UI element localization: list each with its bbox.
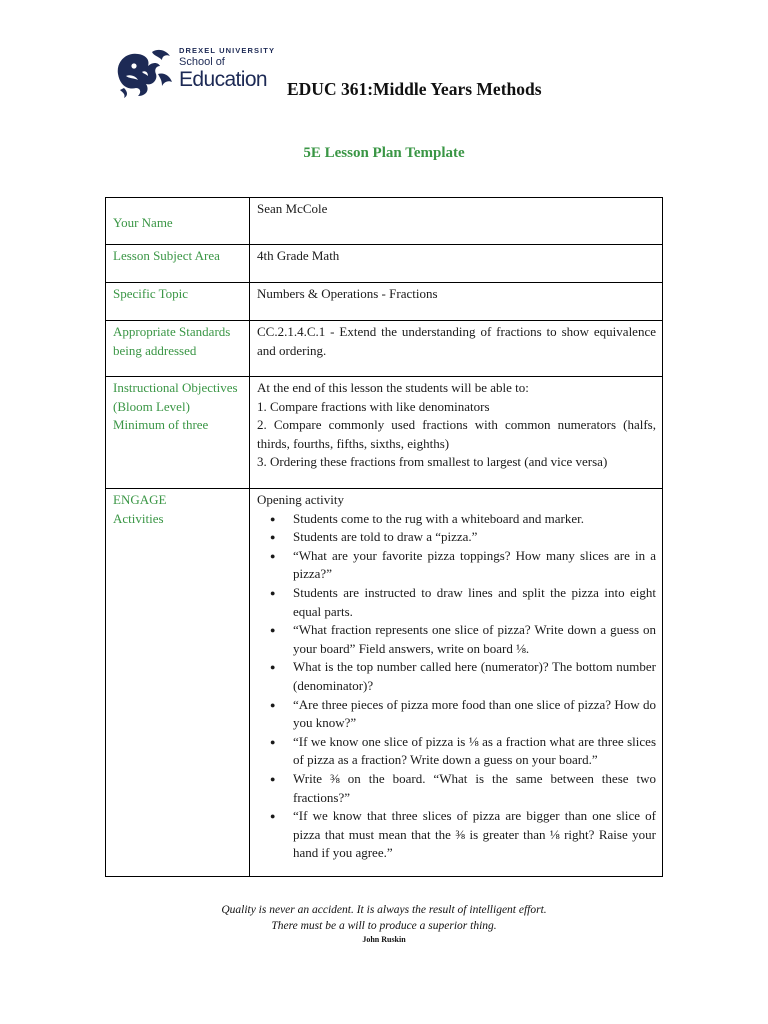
row-specific-topic: [106, 283, 663, 321]
row-subject-area: [106, 245, 663, 283]
engage-bullet: ● Students are instructed to draw lines and split the pizza into eight equal parts.: [293, 584, 656, 621]
lesson-plan-table: [105, 197, 663, 877]
logo-school-text: School of: [179, 56, 225, 68]
objective-item: 3. Ordering these fractions from smallest to largest (and vice versa): [257, 454, 608, 470]
engage-bullet: ● Write ⅜ on the board. “What is the same between these two fractions?”: [293, 770, 656, 807]
plan-title: 5E Lesson Plan Template: [303, 145, 465, 161]
engage-label: [106, 489, 250, 877]
subject-area-value: 4th Grade Math: [250, 245, 663, 283]
your-name-value: Sean McCole: [250, 198, 663, 245]
engage-bullet: ● “What are your favorite pizza toppings? How many slices are in a pizza?”: [293, 547, 656, 584]
objectives-value: [250, 377, 663, 489]
engage-bullet: ● “If we know that three slices of pizza are bigger than one slice of pizza that must mean that the ⅜ is greater than ⅛ right? Raise your hand if you agree.”: [293, 807, 656, 863]
objectives-label-minimum: Minimum of three: [113, 417, 209, 433]
row-your-name: [106, 198, 663, 245]
engage-bullet: ● “What fraction represents one slice of pizza? Write down a guess on your board” Field answers, write on board ⅛.: [293, 621, 656, 658]
engage-bullet: ● “Are three pieces of pizza more food than one slice of pizza? How do you know?”: [293, 696, 656, 733]
engage-bullet: ● Students are told to draw a “pizza.”: [293, 528, 656, 547]
footer-quote-line2: There must be a will to produce a superior thing.: [271, 919, 497, 932]
row-engage: [106, 489, 663, 877]
logo-education-text: Education: [179, 68, 268, 91]
row-objectives: [106, 377, 663, 489]
objectives-label: [106, 377, 250, 489]
drexel-logo: [112, 44, 290, 100]
objective-item: 1. Compare fractions with like denominators: [257, 398, 490, 414]
engage-intro: Opening activity: [257, 492, 345, 507]
engage-bullet-list: [257, 510, 656, 863]
engage-label-activities: Activities: [113, 510, 164, 526]
footer-quote: [0, 903, 768, 934]
standards-value: CC.2.1.4.C.1 - Extend the understanding of fractions to show equivalence and ordering.: [250, 321, 663, 377]
footer-author: John Ruskin: [362, 935, 406, 944]
logo-university-text: DREXEL UNIVERSITY: [179, 46, 276, 55]
specific-topic-value: Numbers & Operations - Fractions: [250, 283, 663, 321]
objective-item: 2. Compare commonly used fractions with common numerators (halfs, thirds, fourths, fifths, sixths, eighths): [257, 417, 656, 451]
engage-bullet: ● Students come to the rug with a whiteboard and marker.: [293, 510, 656, 529]
engage-value: [250, 489, 663, 877]
engage-bullet: ● What is the top number called here (numerator)? The bottom number (denominator)?: [293, 658, 656, 695]
engage-label-title: ENGAGE: [113, 492, 167, 507]
objectives-label-title: Instructional Objectives (Bloom Level): [113, 380, 238, 414]
your-name-label: Your Name: [106, 198, 250, 245]
row-standards: [106, 321, 663, 377]
course-title: EDUC 361:Middle Years Methods: [287, 79, 542, 99]
subject-area-label: Lesson Subject Area: [106, 245, 250, 283]
standards-label: Appropriate Standards being addressed: [106, 321, 250, 377]
specific-topic-label: Specific Topic: [106, 283, 250, 321]
engage-bullet: ● “If we know one slice of pizza is ⅛ as a fraction what are three slices of pizza as a fraction? Write down a guess on your board.”: [293, 733, 656, 770]
footer-quote-line1: Quality is never an accident. It is always the result of intelligent effort.: [221, 904, 547, 916]
objectives-intro: At the end of this lesson the students will be able to:: [257, 380, 529, 395]
dragon-icon: [112, 44, 176, 100]
